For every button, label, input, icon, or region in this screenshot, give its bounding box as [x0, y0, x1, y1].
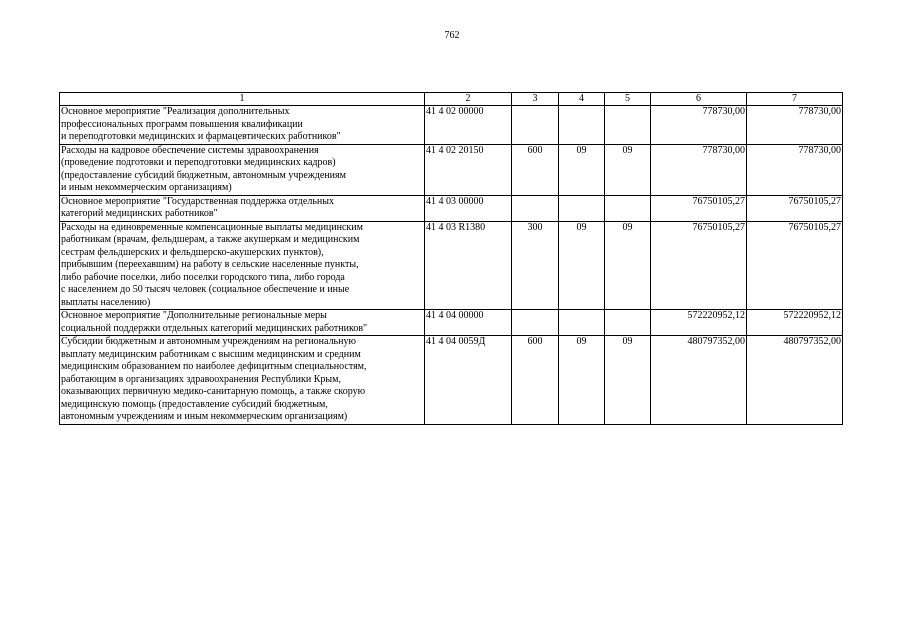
- row-col3: 600: [512, 336, 559, 425]
- row-amount-6: 76750105,27: [651, 195, 747, 221]
- table-row: [60, 336, 843, 425]
- row-amount-6: 480797352,00: [651, 336, 747, 425]
- row-col3: [512, 106, 559, 145]
- row-description: Основное мероприятие "Дополнительные региональные меры социальной поддержки отдельных категорий медицинских работников": [60, 310, 425, 336]
- row-col5: [605, 195, 651, 221]
- row-amount-6: 778730,00: [651, 144, 747, 195]
- row-amount-6: 572220952,12: [651, 310, 747, 336]
- table-row: [60, 221, 843, 310]
- row-col5: 09: [605, 336, 651, 425]
- column-header-6: 6: [651, 93, 747, 106]
- row-code: 41 4 04 00000: [425, 310, 512, 336]
- row-description: Расходы на единовременные компенсационные выплаты медицинским работникам (врачам, фельдшерам, а также акушеркам и медицинским сестрам фельдшерских и фельдшерско-акушерских пунктов), прибывшим (переехавшим) на работу в сельские населенные пункты, либо рабочие поселки, либо поселки городского типа, либо города с населением до 50 тысяч человек (социальное обеспечение и иные выплаты населению): [60, 221, 425, 310]
- row-col4: [559, 106, 605, 145]
- row-code: 41 4 03 R1380: [425, 221, 512, 310]
- row-col4: [559, 195, 605, 221]
- column-header-3: 3: [512, 93, 559, 106]
- row-col3: 300: [512, 221, 559, 310]
- row-amount-7: 76750105,27: [747, 195, 843, 221]
- table-row: [60, 310, 843, 336]
- row-col4: [559, 310, 605, 336]
- row-col4: 09: [559, 221, 605, 310]
- row-description: Субсидии бюджетным и автономным учреждениям на региональную выплату медицинским работникам с высшим медицинским и средним медицинским образованием по наиболее дефицитным специальностям, работающим в организациях здравоохранения Республики Крым, оказывающих первичную медико-санитарную помощь, а также скорую медицинскую помощь (предоставление субсидий бюджетным, автономным учреждениям и иным некоммерческим организациям): [60, 336, 425, 425]
- table-row: [60, 106, 843, 145]
- column-header-2: 2: [425, 93, 512, 106]
- row-code: 41 4 03 00000: [425, 195, 512, 221]
- column-header-1: 1: [60, 93, 425, 106]
- row-code: 41 4 02 00000: [425, 106, 512, 145]
- row-col4: 09: [559, 144, 605, 195]
- row-amount-6: 76750105,27: [651, 221, 747, 310]
- header-row: [60, 93, 843, 106]
- row-col5: 09: [605, 144, 651, 195]
- column-header-7: 7: [747, 93, 843, 106]
- row-code: 41 4 04 0059Д: [425, 336, 512, 425]
- budget-table: [59, 92, 843, 425]
- row-description: Расходы на кадровое обеспечение системы здравоохранения (проведение подготовки и переподготовки медицинских кадров) (предоставление субсидий бюджетным, автономным учреждениям и иным некоммерческим организациям): [60, 144, 425, 195]
- row-col5: [605, 106, 651, 145]
- row-amount-7: 778730,00: [747, 144, 843, 195]
- row-description: Основное мероприятие "Государственная поддержка отдельных категорий медицинских работников": [60, 195, 425, 221]
- column-header-4: 4: [559, 93, 605, 106]
- table-row: [60, 144, 843, 195]
- column-header-5: 5: [605, 93, 651, 106]
- row-col3: [512, 310, 559, 336]
- row-col5: 09: [605, 221, 651, 310]
- row-col4: 09: [559, 336, 605, 425]
- table-row: [60, 195, 843, 221]
- row-amount-7: 572220952,12: [747, 310, 843, 336]
- row-amount-7: 480797352,00: [747, 336, 843, 425]
- row-amount-7: 778730,00: [747, 106, 843, 145]
- row-amount-6: 778730,00: [651, 106, 747, 145]
- row-description: Основное мероприятие "Реализация дополнительных профессиональных программ повышения квалификации и переподготовки медицинских и фармацевтических работников": [60, 106, 425, 145]
- page-number: 762: [444, 30, 460, 41]
- row-amount-7: 76750105,27: [747, 221, 843, 310]
- row-col3: [512, 195, 559, 221]
- row-col5: [605, 310, 651, 336]
- row-col3: 600: [512, 144, 559, 195]
- row-code: 41 4 02 20150: [425, 144, 512, 195]
